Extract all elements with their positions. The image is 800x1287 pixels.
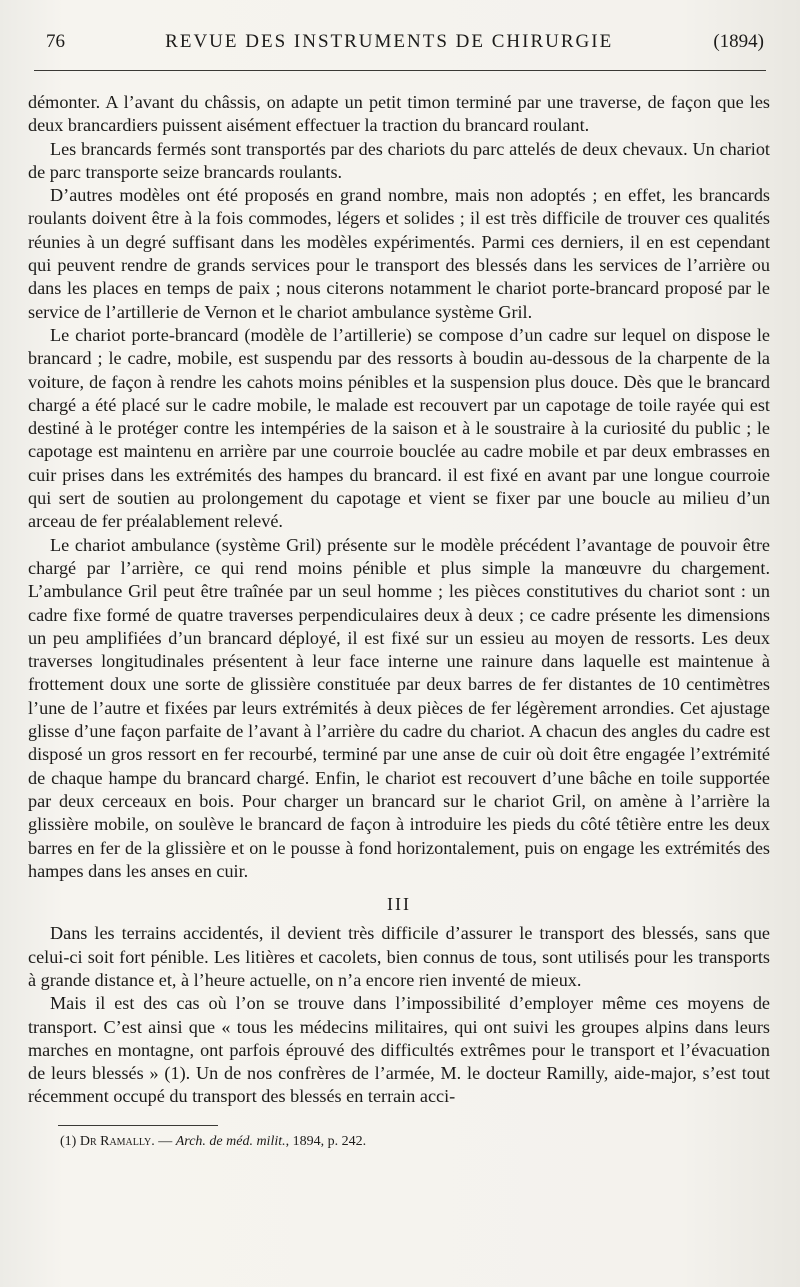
paragraph: D’autres modèles ont été proposés en grand nombre, mais non adoptés ; en effet, les brancards roulants doivent être à la fois commodes, légers et solides ; il est très difficile de trouver ces qualités réunies à un degré suffisant dans les modèles expérimentés. Parmi ces derniers, il en est cependant qui peuvent rendre de grands services pour le transport des blessés dans les services de l’arrière ou dans les places en temps de paix ; nous citerons notamment le chariot porte-brancard proposé par le service de l’artillerie de Vernon et le chariot ambulance système Gril.	[28, 185, 770, 322]
footnote-rule	[58, 1125, 218, 1126]
publication-year: (1894)	[713, 31, 764, 52]
paragraph: Dans les terrains accidentés, il devient très difficile d’assurer le transport des blessés, sans que celui-ci soit fort pénible. Les litières et cacolets, bien connus de tous, sont utilisés pour les transports à grande distance et, à l’heure actuelle, on n’a encore rien inventé de mieux.	[28, 923, 770, 990]
article-body	[28, 91, 770, 1109]
header-rule	[34, 70, 766, 71]
paragraph: Le chariot porte-brancard (modèle de l’artillerie) se compose d’un cadre sur lequel on dispose le brancard ; le cadre, mobile, est suspendu par des ressorts à boudin au-dessous de la charpente de la voiture, de façon à rendre les cahots moins pénibles et la suspension plus douce. Dès que le brancard chargé a été placé sur le cadre mobile, le malade est recouvert par un capotage de toile rayée qui est destiné à le protéger contre les intempéries de la saison et à le soustraire à la curiosité du public ; le capotage est maintenu en arrière par une courroie bouclée au cadre mobile et par deux embrasses en cuir prises dans les extrémités des hampes du brancard. il est fixé en avant par une longue courroie qui sert de soutien au prolongement du capotage et vient se fixer par une boucle au milieu d’un arceau de fer préalablement relevé.	[28, 324, 770, 532]
footnote-reference: , 1894, p. 242.	[285, 1133, 367, 1149]
footnote-source: Arch. de méd. milit.	[175, 1133, 286, 1149]
paragraph: Mais il est des cas où l’on se trouve dans l’impossibilité d’employer même ces moyens de transport. C’est ainsi que « tous les médecins militaires, qui ont suivi les groupes alpins dans leurs marches en montagne, ont parfois éprouvé des difficultés extrêmes pour le transport et l’évacuation de leurs blessés » (1). Un de nos confrères de l’armée, M. le docteur Ramilly, aide-major, s’est tout récemment occupé du transport des blessés en terrain acci-	[28, 993, 770, 1107]
paragraph: Les brancards fermés sont transportés par des chariots du parc attelés de deux chevaux. Un chariot de parc transporte seize brancards roulants.	[28, 138, 770, 182]
footnote	[60, 1134, 770, 1150]
footnote-marker: (1)	[60, 1133, 77, 1149]
paragraph: Le chariot ambulance (système Gril) présente sur le modèle précédent l’avantage de pouvoir être chargé par l’arrière, ce qui rend moins pénible et plus simple la manœuvre du chargement. L’ambulance Gril peut être traînée par un seul homme ; les pièces constitutives du chariot sont : un cadre fixe formé de quatre traverses perpendiculaires deux à deux ; ce cadre présente les dimensions un peu amplifiées d’un brancard déployé, il est fixé sur un essieu au moyen de ressorts. Les deux traverses longitudinales présentent à leur face interne une rainure dans laquelle est maintenue à frottement doux une sorte de glissière constituée par deux barres de fer distantes de 10 centimètres l’une de l’autre et fixées par leurs extrémités à deux pièces de fer légèrement arrondies. Cet ajustage glisse d’une façon parfaite de l’avant à l’arrière du cadre du chariot. A chacun des angles du cadre est disposé un gros ressort en fer recourbé, terminé par une anse de cuir où doit être engagée l’extrémité de chaque hampe du brancard chargé. Enfin, le chariot est recouvert d’une bâche en toile supportée par deux cerceaux en bois. Pour charger un brancard sur le chariot Gril, on amène à l’arrière la glissière mobile, on soulève le brancard de façon à introduire les pieds du côté têtière entre les deux barres en fer de la glissière et on le pousse à fond horizontalement, puis on engage les extrémités des hampes dans les anses en cuir.	[28, 534, 770, 881]
running-head	[28, 22, 770, 62]
section-heading: III	[387, 894, 411, 915]
footnote-dash: —	[154, 1133, 176, 1149]
journal-title: REVUE DES INSTRUMENTS DE CHIRURGIE	[165, 31, 614, 52]
page-number: 76	[46, 31, 65, 52]
paragraph-continued: démonter. A l’avant du châssis, on adapte un petit timon terminé par une traverse, de façon que les deux brancardiers puissent aisément effectuer la traction du brancard roulant.	[28, 92, 770, 136]
footnote-author: Dr Ramally.	[79, 1133, 155, 1149]
